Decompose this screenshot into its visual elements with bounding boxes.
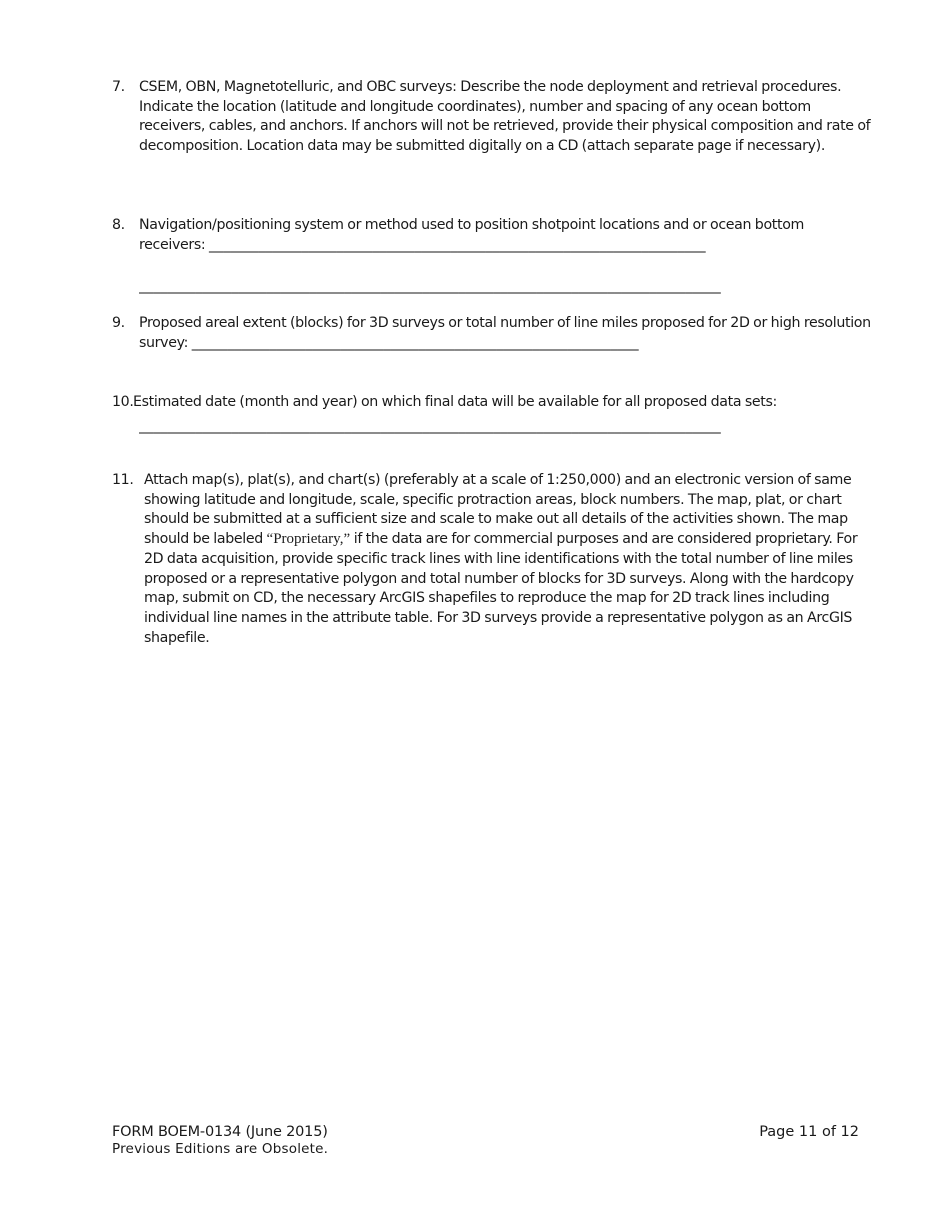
answer-blank-line[interactable]: __________________________________________________________________________________	[139, 278, 721, 295]
item-text: Navigation/positioning system or method used to position shotpoint locations and or ocean bottom receivers:	[139, 217, 805, 253]
item-body	[112, 471, 872, 648]
item-text: Attach map(s), plat(s), and chart(s) (preferably at a scale of 1:250,000) and an electronic version of same showing latitude and longitude, scale, specific protraction areas, block numbers. The map, plat, or chart should be submitted at a sufficient size and scale to make out all details of the activities shown. The map should be labeled	[144, 472, 852, 548]
form-item-7	[112, 78, 872, 157]
item-number: 9.	[112, 315, 125, 331]
item-body	[112, 393, 872, 436]
answer-blank-line[interactable]: __________________________________________________________________________________	[139, 417, 721, 434]
item-text: Estimated date (month and year) on which final data will be available for all proposed data sets:	[133, 394, 777, 410]
item-text: CSEM, OBN, Magnetotelluric, and OBC surveys: Describe the node deployment and retrieval procedures. Indicate the location (latitude and longitude coordinates), number and spacing of any ocean bottom receivers, cables, and anchors. If anchors will not be retrieved, provide their physical composition and rate of decomposition. Location data may be submitted digitally on a CD (attach separate page if necessary).	[139, 79, 871, 155]
item-text: if the data are for commercial purposes and are considered proprietary. For 2D data acquisition, provide specific track lines with line identifications with the total number of line miles proposed or a representative polygon and total number of blocks for 3D surveys. Along with the hardcopy map, submit on CD, the necessary ArcGIS shapefiles to reproduce the map for 2D track lines including individual line names in the attribute table. For 3D surveys provide a representative polygon as an ArcGIS shapefile.	[144, 531, 858, 646]
item-body	[112, 216, 872, 297]
item-body	[112, 314, 872, 353]
form-id: FORM BOEM-0134 (June 2015)	[112, 1124, 328, 1140]
form-item-11	[112, 471, 872, 648]
form-item-10	[112, 393, 872, 436]
item-number: 11.	[112, 472, 134, 488]
form-item-8	[112, 216, 872, 297]
item-number: 8.	[112, 217, 125, 233]
answer-blank-line[interactable]: ______________________________________________________________________	[209, 236, 706, 253]
proprietary-label: “Proprietary,”	[266, 531, 351, 548]
form-footer	[112, 1123, 328, 1158]
form-item-9	[112, 314, 872, 353]
editions-note: Previous Editions are Obsolete.	[112, 1141, 329, 1157]
answer-blank-line[interactable]: _______________________________________________________________	[191, 334, 639, 351]
item-number: 7.	[112, 79, 125, 95]
item-text: Proposed areal extent (blocks) for 3D surveys or total number of line miles proposed for 2D or high resolution survey:	[139, 315, 871, 351]
item-number: 10.	[112, 394, 134, 410]
page-number: Page 11 of 12	[759, 1124, 859, 1140]
